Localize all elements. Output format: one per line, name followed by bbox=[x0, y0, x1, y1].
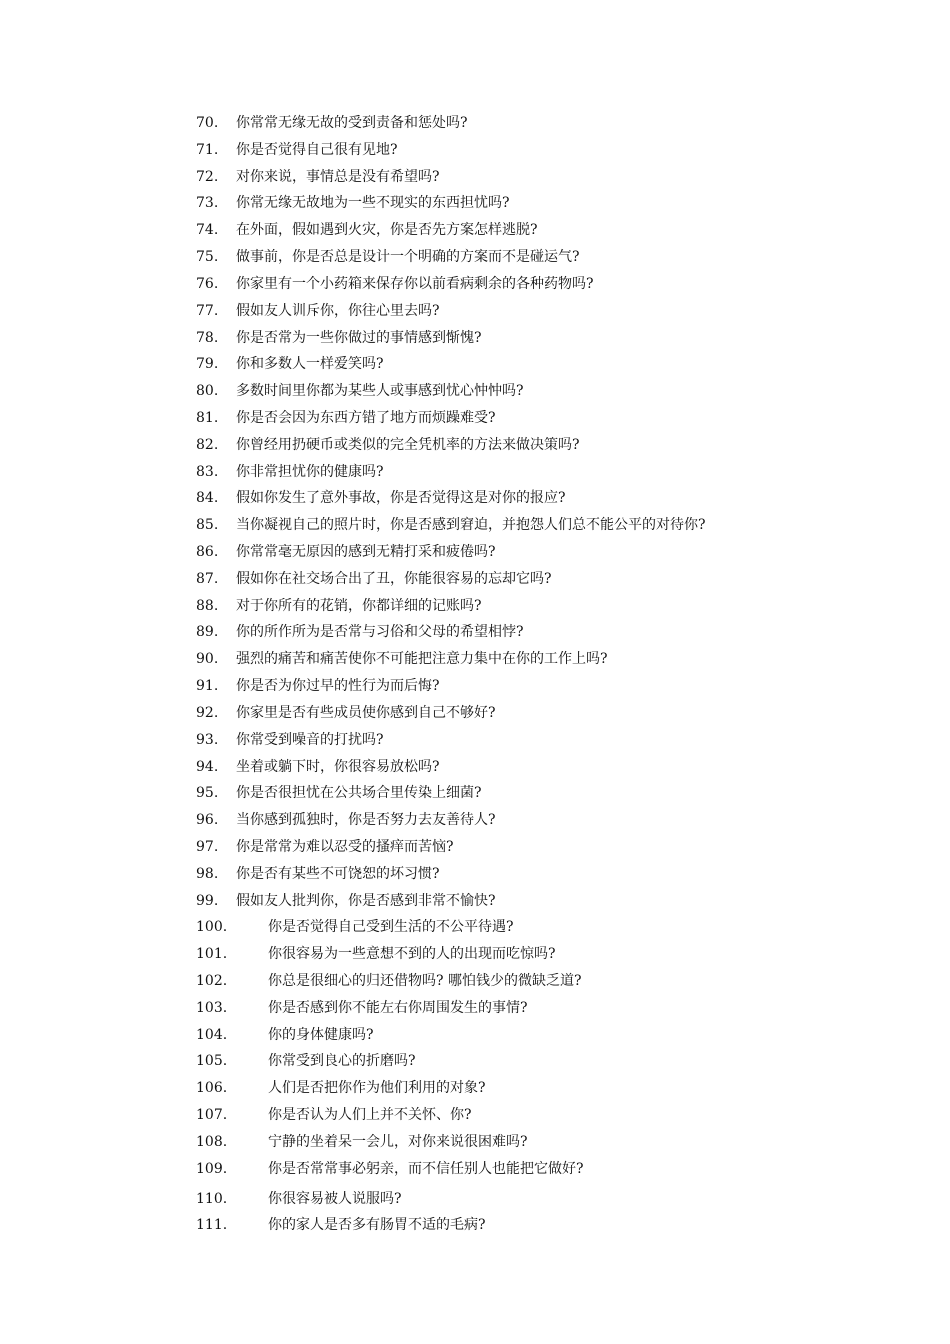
question-number: 102. bbox=[196, 973, 228, 989]
question-text: 假如你在社交场合出了丑，你能很容易的忘却它吗? bbox=[236, 570, 552, 587]
question-number: 72. bbox=[196, 168, 219, 185]
question-number: 109. bbox=[196, 1160, 228, 1177]
question-text: 你是否觉得自己受到生活的不公平待遇? bbox=[268, 919, 514, 936]
question-number: 105. bbox=[196, 1053, 228, 1070]
question-text: 你是否会因为东西方错了地方而烦躁难受? bbox=[236, 409, 496, 426]
question-number: 73. bbox=[196, 195, 219, 212]
question-item bbox=[196, 619, 796, 646]
question-text: 你常无缘无故地为一些不现实的东西担忧吗? bbox=[236, 195, 510, 212]
question-item bbox=[196, 968, 796, 995]
question-text: 在外面，假如遇到火灾，你是否先方案怎样逃脱? bbox=[236, 222, 538, 239]
question-number: 103. bbox=[196, 999, 228, 1016]
question-text: 人们是否把你作为他们利用的对象? bbox=[268, 1080, 486, 1097]
question-text: 你和多数人一样爱笑吗? bbox=[236, 356, 384, 373]
question-item bbox=[196, 1048, 796, 1075]
question-item bbox=[196, 1075, 796, 1102]
question-number: 111. bbox=[196, 1217, 228, 1234]
question-number: 90. bbox=[196, 651, 219, 668]
question-item bbox=[196, 512, 796, 539]
question-item bbox=[196, 485, 796, 512]
question-text: 你总是很细心的归还借物吗? 哪怕钱少的微缺乏道? bbox=[268, 973, 582, 989]
question-text: 做事前，你是否总是设计一个明确的方案而不是碰运气? bbox=[236, 249, 580, 266]
question-text: 你是否很担忧在公共场合里传染上细菌? bbox=[236, 785, 482, 802]
question-item bbox=[196, 298, 796, 325]
question-text: 你常受到良心的折磨吗? bbox=[268, 1053, 416, 1070]
question-item bbox=[196, 727, 796, 754]
question-list bbox=[196, 110, 796, 1239]
question-number: 106. bbox=[196, 1080, 228, 1097]
question-text: 你是否常常事必躬亲，而不信任别人也能把它做好? bbox=[268, 1160, 584, 1177]
question-number: 92. bbox=[196, 704, 219, 721]
question-number: 78. bbox=[196, 329, 219, 346]
question-number: 96. bbox=[196, 812, 219, 829]
question-item bbox=[196, 110, 796, 137]
question-item bbox=[196, 432, 796, 459]
question-item bbox=[196, 995, 796, 1022]
question-item bbox=[196, 834, 796, 861]
question-item bbox=[196, 190, 796, 217]
question-number: 76. bbox=[196, 275, 219, 292]
question-text: 当你凝视自己的照片时，你是否感到窘迫，并抱怨人们总不能公平的对待你? bbox=[236, 517, 706, 534]
question-number: 110. bbox=[196, 1190, 228, 1207]
question-item bbox=[196, 217, 796, 244]
question-text: 你家里是否有些成员使你感到自己不够好? bbox=[236, 704, 496, 721]
question-text: 假如你发生了意外事故，你是否觉得这是对你的报应? bbox=[236, 490, 566, 507]
question-text: 你是否觉得自己很有见地? bbox=[236, 141, 398, 158]
question-text: 你常常毫无原因的感到无精打采和疲倦吗? bbox=[236, 544, 496, 560]
question-text: 多数时间里你都为某些人或事感到忧心忡忡吗? bbox=[236, 383, 524, 400]
question-text: 当你感到孤独时，你是否努力去友善待人? bbox=[236, 812, 496, 829]
question-number: 87. bbox=[196, 570, 219, 587]
question-text: 你家里有一个小药箱来保存你以前看病剩余的各种药物吗? bbox=[236, 275, 594, 292]
question-text: 你是否常为一些你做过的事情感到惭愧? bbox=[236, 329, 482, 346]
question-item bbox=[196, 941, 796, 968]
question-item bbox=[196, 1156, 796, 1183]
question-number: 84. bbox=[196, 490, 219, 507]
question-number: 74. bbox=[196, 222, 219, 239]
question-item bbox=[196, 780, 796, 807]
question-number: 79. bbox=[196, 356, 219, 373]
question-item bbox=[196, 646, 796, 673]
question-number: 85. bbox=[196, 517, 219, 534]
question-number: 107. bbox=[196, 1107, 228, 1124]
question-text: 你很容易为一些意想不到的人的出现而吃惊吗? bbox=[268, 946, 556, 963]
question-text: 你是否认为人们上并不关怀、你? bbox=[268, 1107, 472, 1124]
question-item bbox=[196, 888, 796, 915]
question-item bbox=[196, 1022, 796, 1049]
question-text: 你的身体健康吗? bbox=[268, 1026, 374, 1043]
question-number: 108. bbox=[196, 1133, 228, 1150]
question-item bbox=[196, 807, 796, 834]
question-number: 75. bbox=[196, 249, 219, 266]
question-number: 95. bbox=[196, 785, 219, 802]
question-number: 100. bbox=[196, 919, 228, 936]
question-number: 89. bbox=[196, 624, 219, 641]
question-number: 70. bbox=[196, 115, 219, 131]
question-text: 假如友人训斥你，你往心里去吗? bbox=[236, 302, 440, 319]
question-text: 你常受到噪音的打扰吗? bbox=[236, 731, 384, 748]
question-item bbox=[196, 1186, 796, 1213]
question-text: 你是常常为难以忍受的搔痒而苦恼? bbox=[236, 838, 454, 855]
question-number: 91. bbox=[196, 678, 219, 695]
question-text: 坐着或躺下时，你很容易放松吗? bbox=[236, 758, 440, 775]
question-number: 82. bbox=[196, 436, 219, 453]
question-number: 98. bbox=[196, 865, 219, 882]
question-text: 你是否有某些不可饶恕的坏习惯? bbox=[236, 865, 440, 882]
question-item bbox=[196, 405, 796, 432]
question-text: 你曾经用扔硬币或类似的完全凭机率的方法来做决策吗? bbox=[236, 436, 580, 453]
question-text: 宁静的坐着呆一会儿，对你来说很困难吗? bbox=[268, 1133, 528, 1150]
question-item bbox=[196, 673, 796, 700]
question-number: 94. bbox=[196, 758, 219, 775]
question-item bbox=[196, 325, 796, 352]
question-item bbox=[196, 754, 796, 781]
question-text: 对于你所有的花销，你都详细的记账吗? bbox=[236, 597, 482, 614]
question-item bbox=[196, 700, 796, 727]
question-item bbox=[196, 164, 796, 191]
question-number: 99. bbox=[196, 892, 219, 909]
question-item bbox=[196, 914, 796, 941]
question-item bbox=[196, 378, 796, 405]
question-number: 86. bbox=[196, 544, 219, 560]
question-item bbox=[196, 1102, 796, 1129]
question-number: 81. bbox=[196, 409, 219, 426]
question-text: 你的所作所为是否常与习俗和父母的希望相悖? bbox=[236, 624, 524, 641]
question-item bbox=[196, 1212, 796, 1239]
question-number: 83. bbox=[196, 463, 219, 480]
question-number: 77. bbox=[196, 302, 219, 319]
question-item bbox=[196, 539, 796, 566]
question-number: 80. bbox=[196, 383, 219, 400]
question-number: 71. bbox=[196, 141, 219, 158]
question-text: 你是否为你过早的性行为而后悔? bbox=[236, 678, 440, 695]
question-item bbox=[196, 244, 796, 271]
question-item bbox=[196, 137, 796, 164]
question-number: 93. bbox=[196, 731, 219, 748]
question-number: 88. bbox=[196, 597, 219, 614]
question-item bbox=[196, 566, 796, 593]
question-number: 104. bbox=[196, 1026, 228, 1043]
question-text: 你的家人是否多有肠胃不适的毛病? bbox=[268, 1217, 486, 1234]
question-text: 假如友人批判你，你是否感到非常不愉快? bbox=[236, 892, 496, 909]
question-item bbox=[196, 861, 796, 888]
question-item bbox=[196, 459, 796, 486]
question-text: 你非常担忧你的健康吗? bbox=[236, 463, 384, 480]
question-text: 你是否感到你不能左右你周围发生的事情? bbox=[268, 999, 528, 1016]
question-number: 101. bbox=[196, 946, 228, 963]
question-text: 对你来说，事情总是没有希望吗? bbox=[236, 168, 440, 185]
question-text: 你很容易被人说服吗? bbox=[268, 1190, 402, 1207]
question-text: 强烈的痛苦和痛苦使你不可能把注意力集中在你的工作上吗? bbox=[236, 651, 608, 668]
question-item bbox=[196, 351, 796, 378]
question-item bbox=[196, 1129, 796, 1156]
question-number: 97. bbox=[196, 838, 219, 855]
question-item bbox=[196, 593, 796, 620]
question-text: 你常常无缘无故的受到责备和惩处吗? bbox=[236, 115, 468, 131]
question-item bbox=[196, 271, 796, 298]
